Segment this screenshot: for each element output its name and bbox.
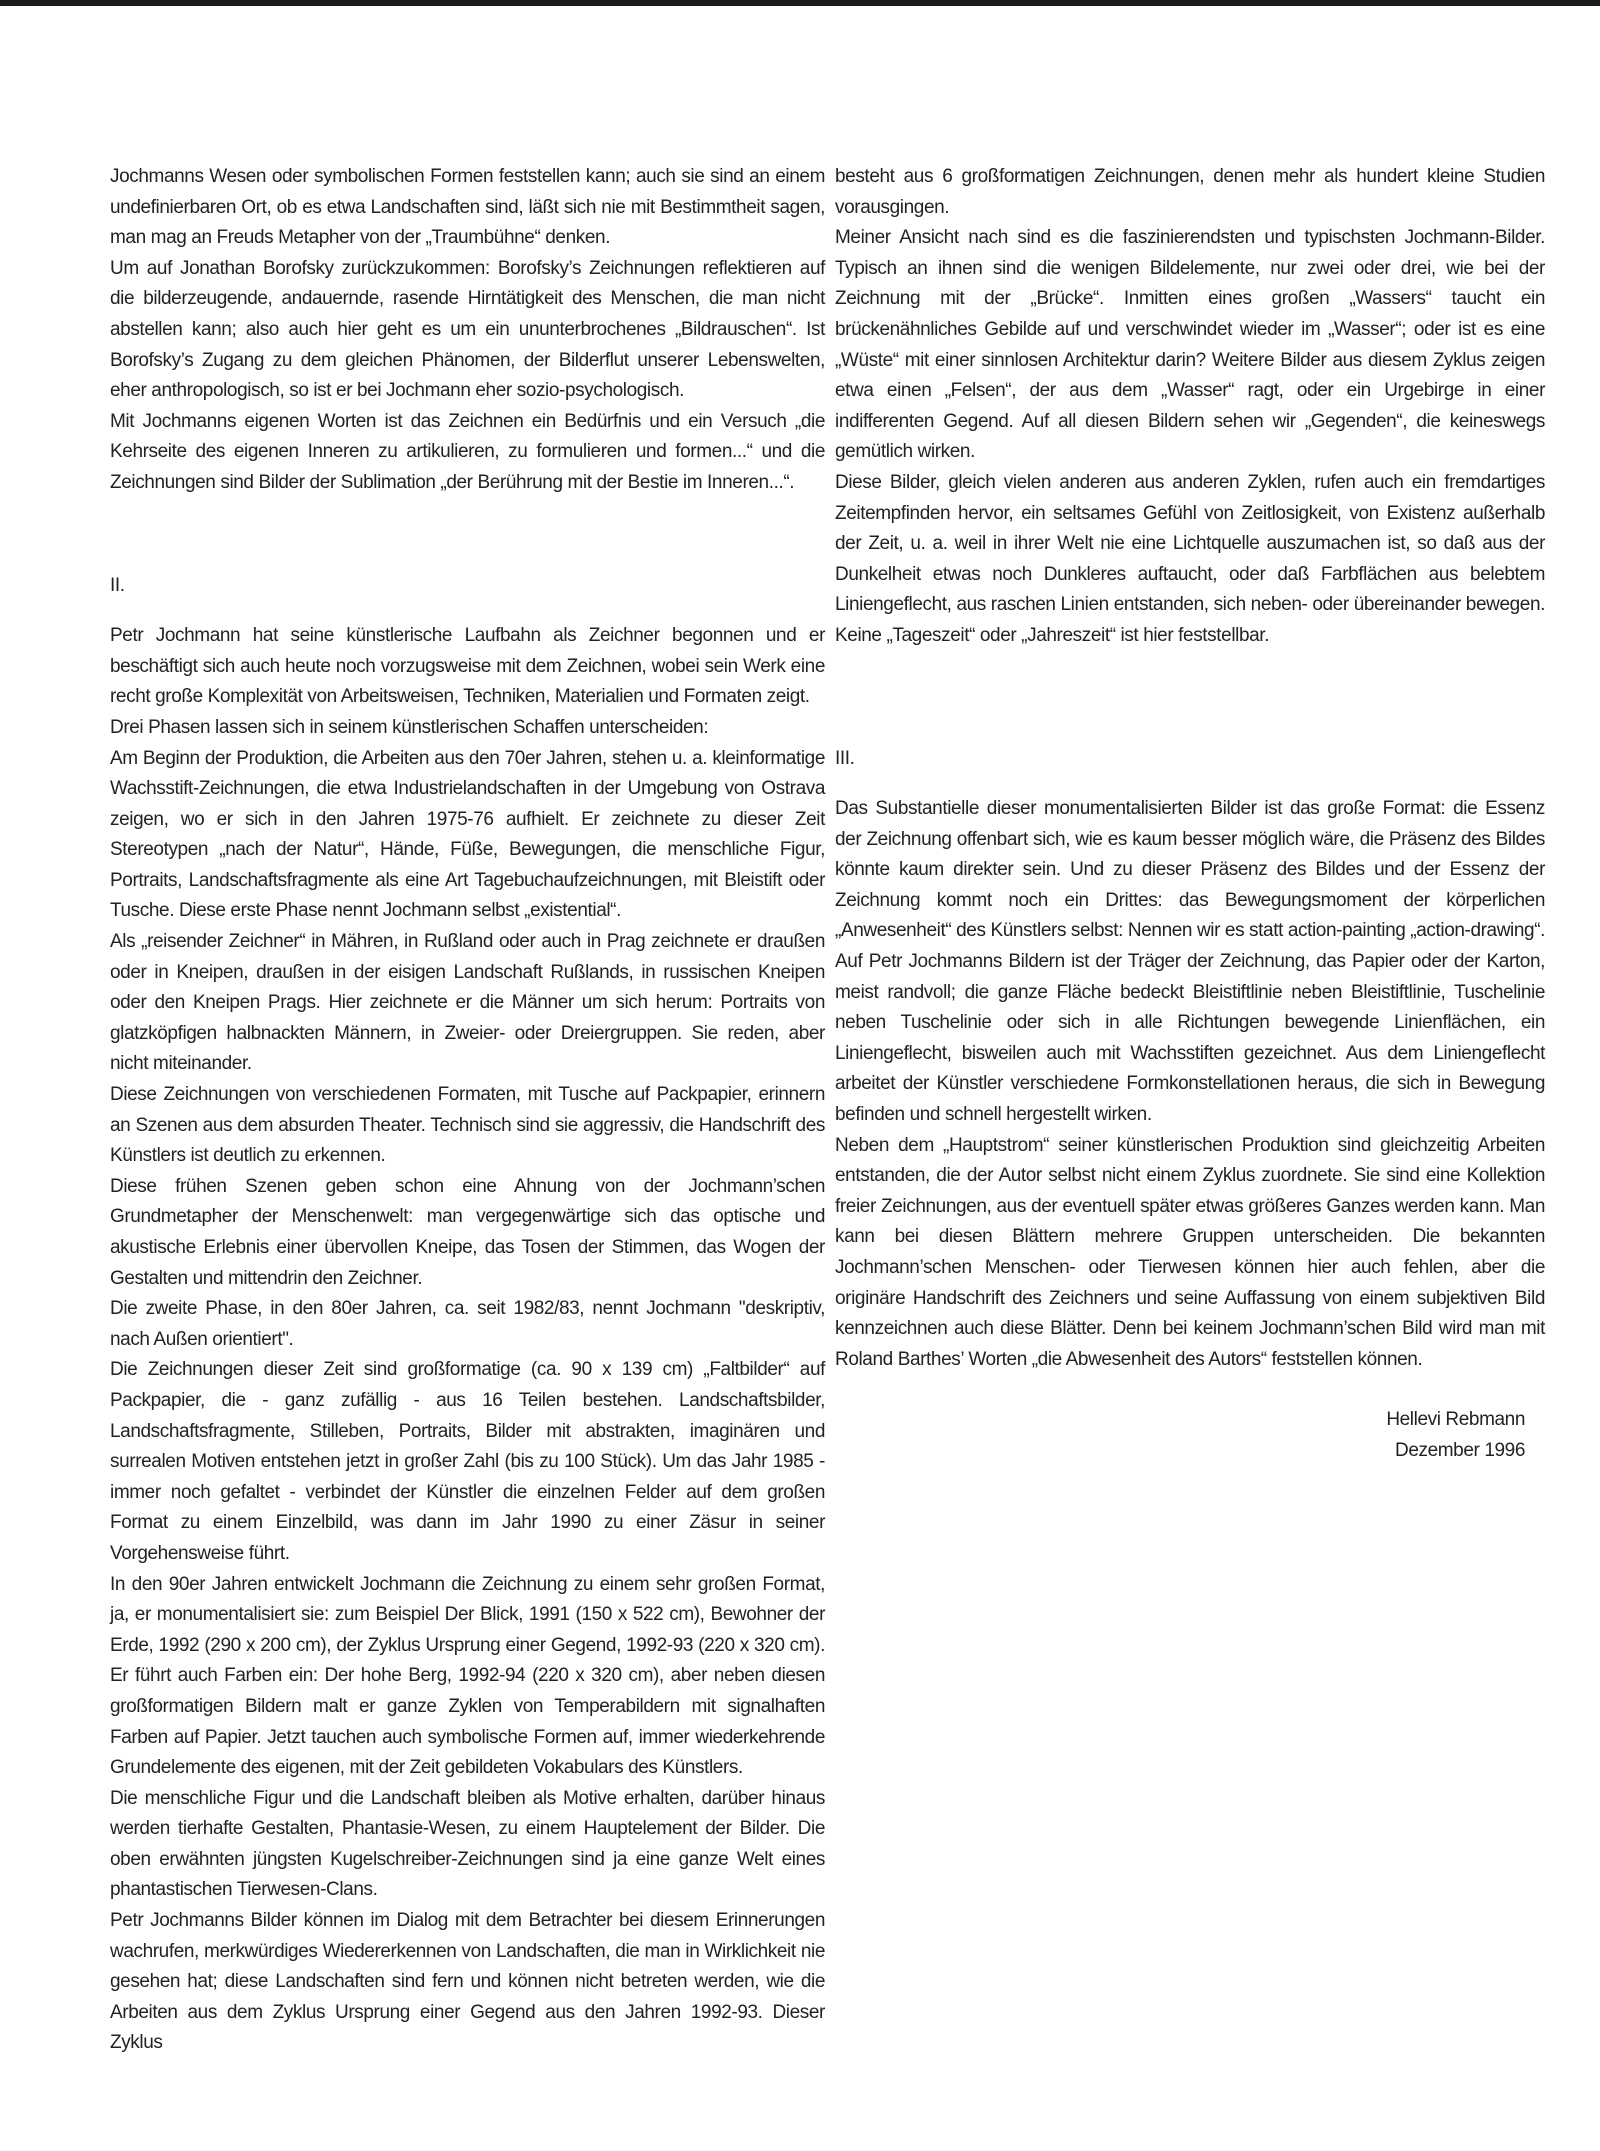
paragraph: Diese Bilder, gleich vielen anderen aus anderen Zyklen, rufen auch ein fremdartiges Zeitempfinden hervor, ein seltsames Gefühl von Zeitlosigkeit, von Existenz außerhalb der Zeit, u. a. weil in ihrer Welt nie eine Lichtquelle auszumachen ist, so daß aus der Dunkelheit etwas noch Dunkleres auftaucht, oder daß Farbflächen aus belebtem Liniengeflecht, aus raschen Linien entstanden, sich neben- oder übereinander bewegen. Keine „Tageszeit“ oder „Jahreszeit“ ist hier feststellbar. — [835, 471, 1545, 646]
paragraph: Die zweite Phase, in den 80er Jahren, ca. seit 1982/83, nennt Jochmann "deskriptiv, nach Außen orientiert". — [110, 1298, 825, 1350]
signature-date: Dezember 1996 — [1395, 1439, 1525, 1461]
paragraph: Petr Jochmann hat seine künstlerische Laufbahn als Zeichner begonnen und er beschäftigt sich auch heute noch vorzugsweise mit dem Zeichnen, wobei sein Werk eine recht große Komplexität von Arbeitsweisen, Techniken, Materialien und Formaten zeigt. — [110, 625, 825, 708]
paragraph: besteht aus 6 großformatigen Zeichnungen, denen mehr als hundert kleine Studien vorausgingen. — [835, 166, 1545, 218]
paragraph: Am Beginn der Produktion, die Arbeiten aus den 70er Jahren, stehen u. a. kleinformatige Wachsstift-Zeichnungen, die etwa Industrielandschaften in der Umgebung von Ostrava zeigen, wo er sich in den Jahren 1975-76 aufhielt. Er zeichnete zu dieser Zeit Stereotypen „nach der Natur“, Hände, Füße, Bewegungen, die menschliche Figur, Portraits, Landschaftsfragmente als eine Art Tagebuchaufzeichnungen, mit Bleistift oder Tusche. Diese erste Phase nennt Jochmann selbst „existential“. — [110, 747, 825, 922]
signature-author: Hellevi Rebmann — [1386, 1409, 1525, 1431]
right-text-column — [835, 162, 1545, 1467]
paragraph: Um auf Jonathan Borofsky zurückzukommen: Borofsky’s Zeichnungen reflektieren auf die bilderzeugende, andauernde, rasende Hirntätigkeit des Menschen, die man nicht abstellen kann; also auch hier geht es um ein ununterbrochenes „Bildrauschen“. Ist Borofsky’s Zugang zu dem gleichen Phänomen, der Bilderflut unserer Lebenswelten, eher anthropologisch, so ist er bei Jochmann eher sozio-psychologisch. — [110, 257, 825, 402]
top-border-rule — [0, 0, 1600, 6]
signature-block — [835, 1405, 1545, 1466]
paragraph: Diese Zeichnungen von verschiedenen Formaten, mit Tusche auf Packpapier, erinnern an Szenen aus dem absurden Theater. Technisch sind sie aggressiv, die Handschrift des Künstlers ist deutlich zu erkennen. — [110, 1084, 825, 1167]
paragraph: Das Substantielle dieser monumentalisierten Bilder ist das große Format: die Essenz der Zeichnung offenbart sich, wie es kaum besser möglich wäre, die Präsenz des Bildes könnte kaum direkter sein. Und zu dieser Präsenz des Bildes und der Essenz der Zeichnung kommt noch ein Drittes: das Bewegungsmoment der körperlichen „Anwesenheit“ des Künstlers selbst: Nennen wir es statt action-painting „action-drawing“. Auf Petr Jochmanns Bildern ist der Träger der Zeichnung, das Papier oder der Karton, meist randvoll; die ganze Fläche bedeckt Bleistiftlinie neben Bleistiftlinie, Tuschelinie neben Tuschelinie oder sich in alle Richtungen bewegende Linienflächen, ein Liniengeflecht, bisweilen auch mit Wachsstiften gezeichnet. Aus dem Liniengeflecht arbeitet der Künstler verschiedene Formkonstellationen heraus, die sich in Bewegung befinden und schnell hergestellt wirken. — [835, 798, 1545, 1126]
paragraph: Mit Jochmanns eigenen Worten ist das Zeichnen ein Bedürfnis und ein Versuch „die Kehrseite des eigenen Inneren zu artikulieren, zu formulieren und formen...“ und die Zeichnungen sind Bilder der Sublimation „der Berührung mit der Bestie im Inneren...“. — [110, 410, 825, 493]
section-number-ii: II. — [110, 574, 125, 596]
paragraph: In den 90er Jahren entwickelt Jochmann die Zeichnung zu einem sehr großen Format, ja, er monumentalisiert sie: zum Beispiel Der Blick, 1991 (150 x 522 cm), Bewohner der Erde, 1992 (290 x 200 cm), der Zyklus Ursprung einer Gegend, 1992-93 (220 x 320 cm). Er führt auch Farben ein: Der hohe Berg, 1992-94 (220 x 320 cm), aber neben diesen großformatigen Bildern malt er ganze Zyklen von Temperabildern mit signalhaften Farben auf Papier. Jetzt tauchen auch symbolische Formen auf, immer wiederkehrende Grundelemente des eigenen, mit der Zeit gebildeten Vokabulars des Künstlers. — [110, 1573, 825, 1779]
paragraph: Als „reisender Zeichner“ in Mähren, in Rußland oder auch in Prag zeichnete er draußen oder in Kneipen, draußen in der eisigen Landschaft Rußlands, in russischen Kneipen oder den Kneipen Prags. Hier zeichnete er die Männer um sich herum: Portraits von glatzköpfigen halbnackten Männern, in Zweier- oder Dreiergruppen. Sie reden, aber nicht miteinander. — [110, 931, 825, 1075]
paragraph: Die Zeichnungen dieser Zeit sind großformatige (ca. 90 x 139 cm) „Faltbilder“ auf Packpapier, die - ganz zufällig - aus 16 Teilen bestehen. Landschaftsbilder, Landschaftsfragmente, Stilleben, Portraits, Bilder mit abstrakten, imaginären und surrealen Motiven entstehen jetzt in großer Zahl (bis zu 100 Stück). Um das Jahr 1985 - immer noch gefaltet - verbindet der Künstler die einzelnen Felder auf dem großen Format zu einem Einzelbild, was dann im Jahr 1990 zu einer Zäsur in seiner Vorgehensweise führt. — [110, 1359, 825, 1564]
paragraph: Petr Jochmanns Bilder können im Dialog mit dem Betrachter bei diesem Erinnerungen wachrufen, merkwürdiges Wiedererkennen von Landschaften, die man in Wirklichkeit nie gesehen hat; diese Landschaften sind fern und können nicht betreten werden, wie die Arbeiten aus dem Zyklus Ursprung einer Gegend aus den Jahren 1992-93. Dieser Zyklus — [110, 1910, 825, 2054]
paragraph: Meiner Ansicht nach sind es die faszinierendsten und typischsten Jochmann-Bilder. Typisch an ihnen sind die wenigen Bildelemente, nur zwei oder drei, wie bei der Zeichnung mit der „Brücke“. Inmitten eines großen „Wassers“ taucht ein brückenähnliches Gebilde auf und verschwindet wieder im „Wasser“; oder ist es eine „Wüste“ mit einer sinnlosen Architektur darin? Weitere Bilder aus diesem Zyklus zeigen etwa einen „Felsen“, der aus dem „Wasser“ ragt, oder ein Urgebirge in einer indifferenten Gegend. Auf all diesen Bildern sehen wir „Gegenden“, die keineswegs gemütlich wirken. — [835, 227, 1545, 463]
paragraph: Neben dem „Hauptstrom“ seiner künstlerischen Produktion sind gleichzeitig Arbeiten entstanden, die der Autor selbst nicht einem Zyklus zuordnete. Sie sind eine Kollektion freier Zeichnungen, aus der eventuell später etwas größeres Ganzes werden kann. Man kann bei diesen Blättern mehrere Gruppen unterscheiden. Die bekannten Jochmann’schen Menschen- oder Tierwesen können hier auch fehlen, aber die originäre Handschrift des Zeichners und seine Auffassung von einem subjektiven Bild kennzeichnen auch diese Blätter. Denn bei keinem Jochmann’schen Bild wird man mit Roland Barthes’ Worten „die Abwesenheit des Autors“ feststellen können. — [835, 1134, 1545, 1370]
paragraph: Diese frühen Szenen geben schon eine Ahnung von der Jochmann’schen Grundmetapher der Menschenwelt: man vergegenwärtige sich das optische und akustische Erlebnis einer übervollen Kneipe, das Tosen der Stimmen, das Wogen der Gestalten und mittendrin den Zeichner. — [110, 1175, 825, 1289]
paragraph: Die menschliche Figur und die Landschaft bleiben als Motive erhalten, darüber hinaus werden tierhafte Gestalten, Phantasie-Wesen, zu einem Hauptelement der Bilder. Die oben erwähnten jüngsten Kugelschreiber-Zeichnungen sind ja eine ganze Welt eines phantastischen Tierwesen-Clans. — [110, 1787, 825, 1901]
left-text-column — [110, 162, 825, 2059]
paragraph: Jochmanns Wesen oder symbolischen Formen feststellen kann; auch sie sind an einem undefinierbaren Ort, ob es etwa Landschaften sind, läßt sich nie mit Bestimmtheit sagen, man mag an Freuds Metapher von der „Traumbühne“ denken. — [110, 166, 825, 249]
section-number-iii: III. — [835, 747, 855, 769]
paragraph: Drei Phasen lassen sich in seinem künstlerischen Schaffen unterscheiden: — [110, 716, 709, 738]
